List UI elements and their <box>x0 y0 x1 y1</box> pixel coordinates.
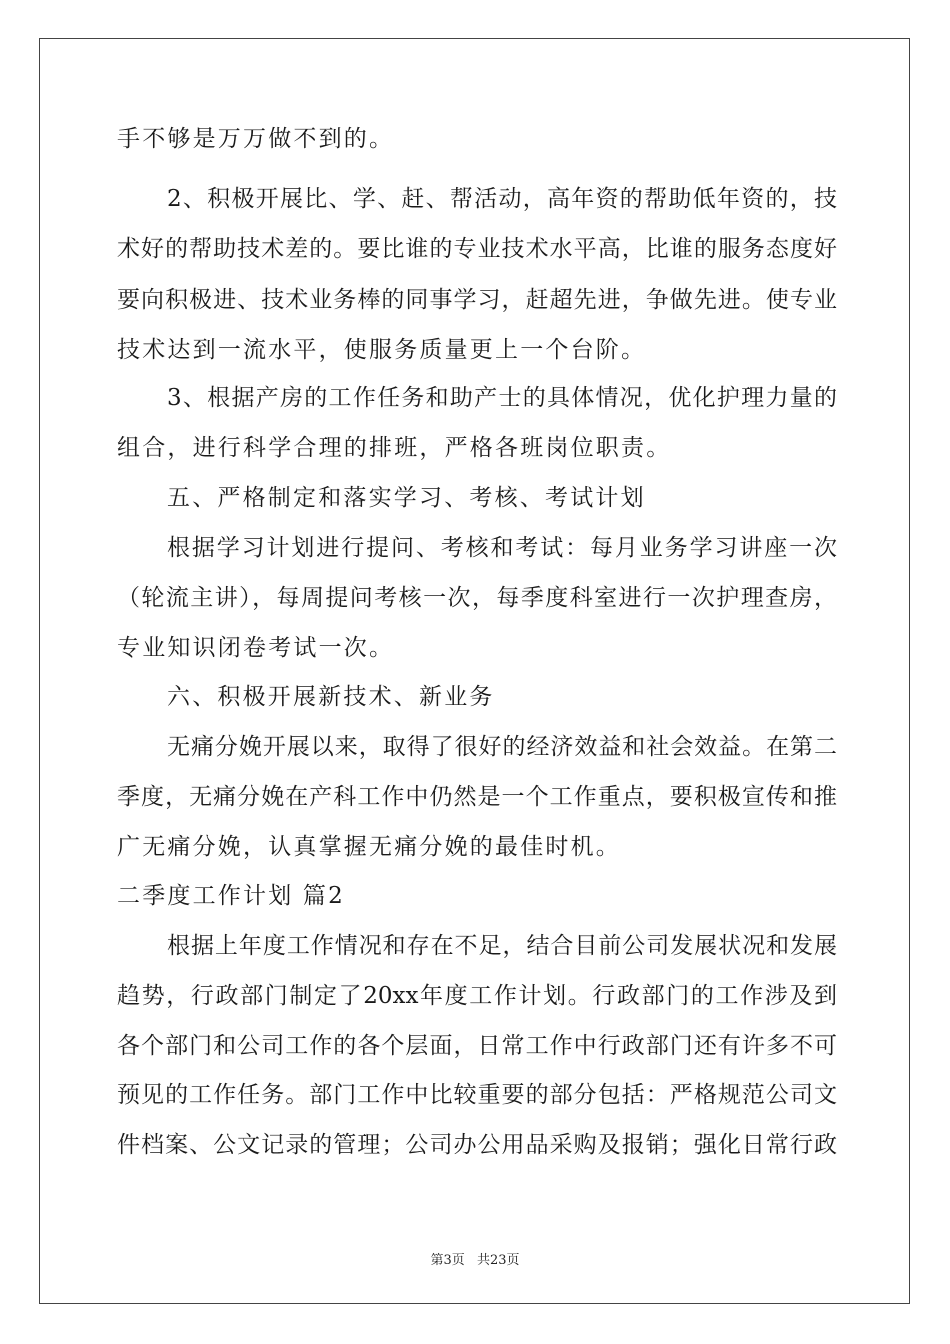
text-line: 根据上年度工作情况和存在不足，结合目前公司发展状况和发展 <box>167 933 837 959</box>
article-heading: 二季度工作计划 篇2 <box>117 883 345 909</box>
page-border <box>39 38 910 1304</box>
text-line: 3、根据产房的工作任务和助产士的具体情况，优化护理力量的 <box>167 385 837 411</box>
text-line: 术好的帮助技术差的。要比谁的专业技术水平高，比谁的服务态度好 <box>117 236 837 262</box>
page-total: 共23页 <box>476 1253 520 1268</box>
page-footer <box>0 1249 950 1268</box>
section-heading: 六、积极开展新技术、新业务 <box>167 684 495 710</box>
text-line: 组合，进行科学合理的排班，严格各班岗位职责。 <box>117 435 672 461</box>
text-line: 各个部门和公司工作的各个层面，日常工作中行政部门还有许多不可 <box>117 1033 837 1059</box>
text-line: 要向积极进、技术业务棒的同事学习，赶超先进，争做先进。使专业 <box>117 287 837 313</box>
text-line: 根据学习计划进行提问、考核和考试：每月业务学习讲座一次 <box>167 535 837 561</box>
page-number: 第3页 <box>430 1253 465 1268</box>
text-line: 技术达到一流水平，使服务质量更上一个台阶。 <box>117 337 647 363</box>
text-line: 趋势，行政部门制定了20xx年度工作计划。行政部门的工作涉及到 <box>117 983 837 1009</box>
text-line: 手不够是万万做不到的。 <box>117 126 395 152</box>
section-heading: 五、严格制定和落实学习、考核、考试计划 <box>167 485 646 511</box>
text-line: 专业知识闭卷考试一次。 <box>117 635 395 661</box>
text-line: 无痛分娩开展以来，取得了很好的经济效益和社会效益。在第二 <box>167 734 837 760</box>
text-line: （轮流主讲），每周提问考核一次，每季度科室进行一次护理查房， <box>117 585 837 611</box>
text-line: 预见的工作任务。部门工作中比较重要的部分包括：严格规范公司文 <box>117 1082 837 1108</box>
text-line: 广无痛分娩，认真掌握无痛分娩的最佳时机。 <box>117 834 621 860</box>
text-line: 季度，无痛分娩在产科工作中仍然是一个工作重点，要积极宣传和推 <box>117 784 837 810</box>
text-line: 2、积极开展比、学、赶、帮活动，高年资的帮助低年资的，技 <box>167 186 837 212</box>
text-line: 件档案、公文记录的管理；公司办公用品采购及报销；强化日常行政 <box>117 1132 837 1158</box>
